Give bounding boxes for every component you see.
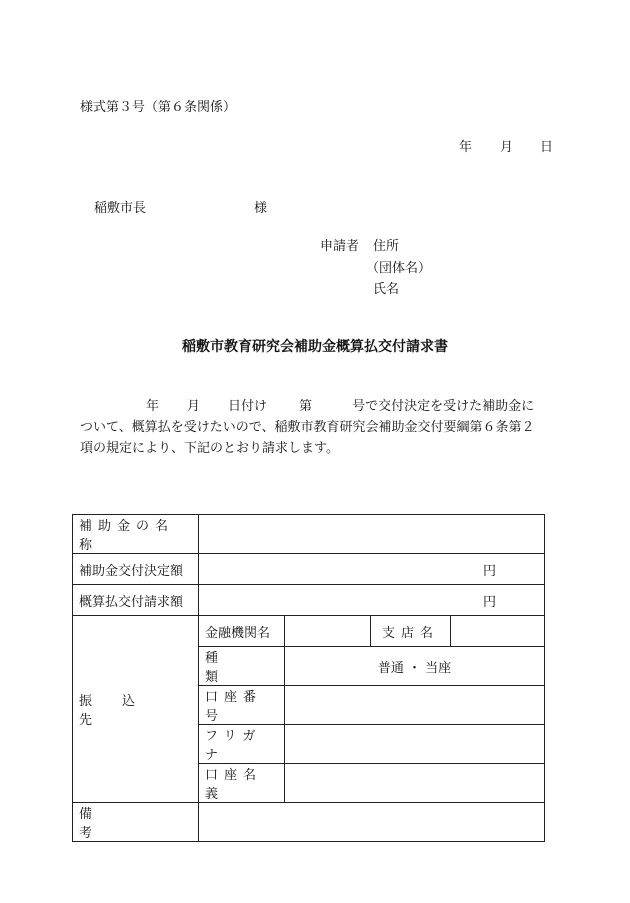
- statement-year: 年: [146, 399, 160, 414]
- bank-name-field[interactable]: [285, 616, 371, 647]
- branch-name-label: 支店名: [371, 616, 451, 647]
- account-type-options[interactable]: 普通 ・ 当座: [285, 647, 545, 686]
- yen-unit: 円: [482, 594, 496, 610]
- transfer-label: [73, 690, 198, 728]
- table-row: [73, 515, 545, 554]
- statement-month: 月: [187, 399, 201, 414]
- table-row: [73, 803, 545, 842]
- date-day-label: 日: [540, 140, 554, 155]
- account-type-label: 種類: [199, 647, 285, 686]
- table-row: [73, 554, 545, 585]
- remarks-label: 備考: [73, 803, 199, 842]
- addressee-honorific: 様: [254, 201, 268, 216]
- addressee-name: 稲敷市長: [94, 201, 147, 216]
- document-title: 稲敷市教育研究会補助金概算払交付請求書: [182, 339, 448, 355]
- date-year-label: 年: [459, 140, 473, 155]
- furigana-field[interactable]: [285, 725, 545, 764]
- subsidy-name-label: 補助金の名称: [73, 515, 199, 554]
- branch-name-field[interactable]: [451, 616, 545, 647]
- bank-name-label: 金融機関名: [199, 616, 285, 647]
- remarks-field[interactable]: [199, 803, 545, 842]
- account-holder-label: 口座名義: [199, 764, 285, 803]
- subsidy-name-field[interactable]: [199, 515, 545, 554]
- statement-line-1: [80, 396, 555, 417]
- request-form-table: [72, 514, 545, 842]
- applicant-organization-label: （団体名）: [366, 261, 432, 276]
- statement-dated: 日付け: [228, 399, 268, 414]
- statement-no-prefix: 第: [299, 399, 313, 414]
- statement-line-2: ついて、概算払を受けたいので、稲敷市教育研究会補助金交付要綱第６条第２: [80, 420, 535, 435]
- transfer-label-text: 振込先: [79, 694, 166, 728]
- transfer-label-cell: [73, 616, 199, 803]
- decision-amount-label: 補助金交付決定額: [73, 554, 199, 585]
- table-row: [73, 616, 545, 647]
- statement-line1-end: 号で交付決定を受けた補助金に: [352, 399, 535, 414]
- statement-line-3: 項の規定により、下記のとおり請求します。: [80, 441, 339, 456]
- account-number-field[interactable]: [285, 686, 545, 725]
- date-month-label: 月: [500, 140, 514, 155]
- applicant-name-label: 氏名: [373, 282, 400, 297]
- account-number-label: 口座番号: [199, 686, 285, 725]
- yen-unit: 円: [482, 563, 496, 579]
- furigana-label: フリガナ: [199, 725, 285, 764]
- decision-amount-field[interactable]: [199, 554, 545, 585]
- request-amount-label: 概算払交付請求額: [73, 585, 199, 616]
- form-number: 様式第３号（第６条関係）: [80, 100, 237, 115]
- account-holder-field[interactable]: [285, 764, 545, 803]
- addressee: [94, 197, 268, 216]
- applicant-label: 申請者: [320, 239, 360, 254]
- applicant-address-label: 住所: [373, 239, 400, 254]
- request-statement: [80, 396, 555, 459]
- request-amount-field[interactable]: [199, 585, 545, 616]
- table-row: [73, 585, 545, 616]
